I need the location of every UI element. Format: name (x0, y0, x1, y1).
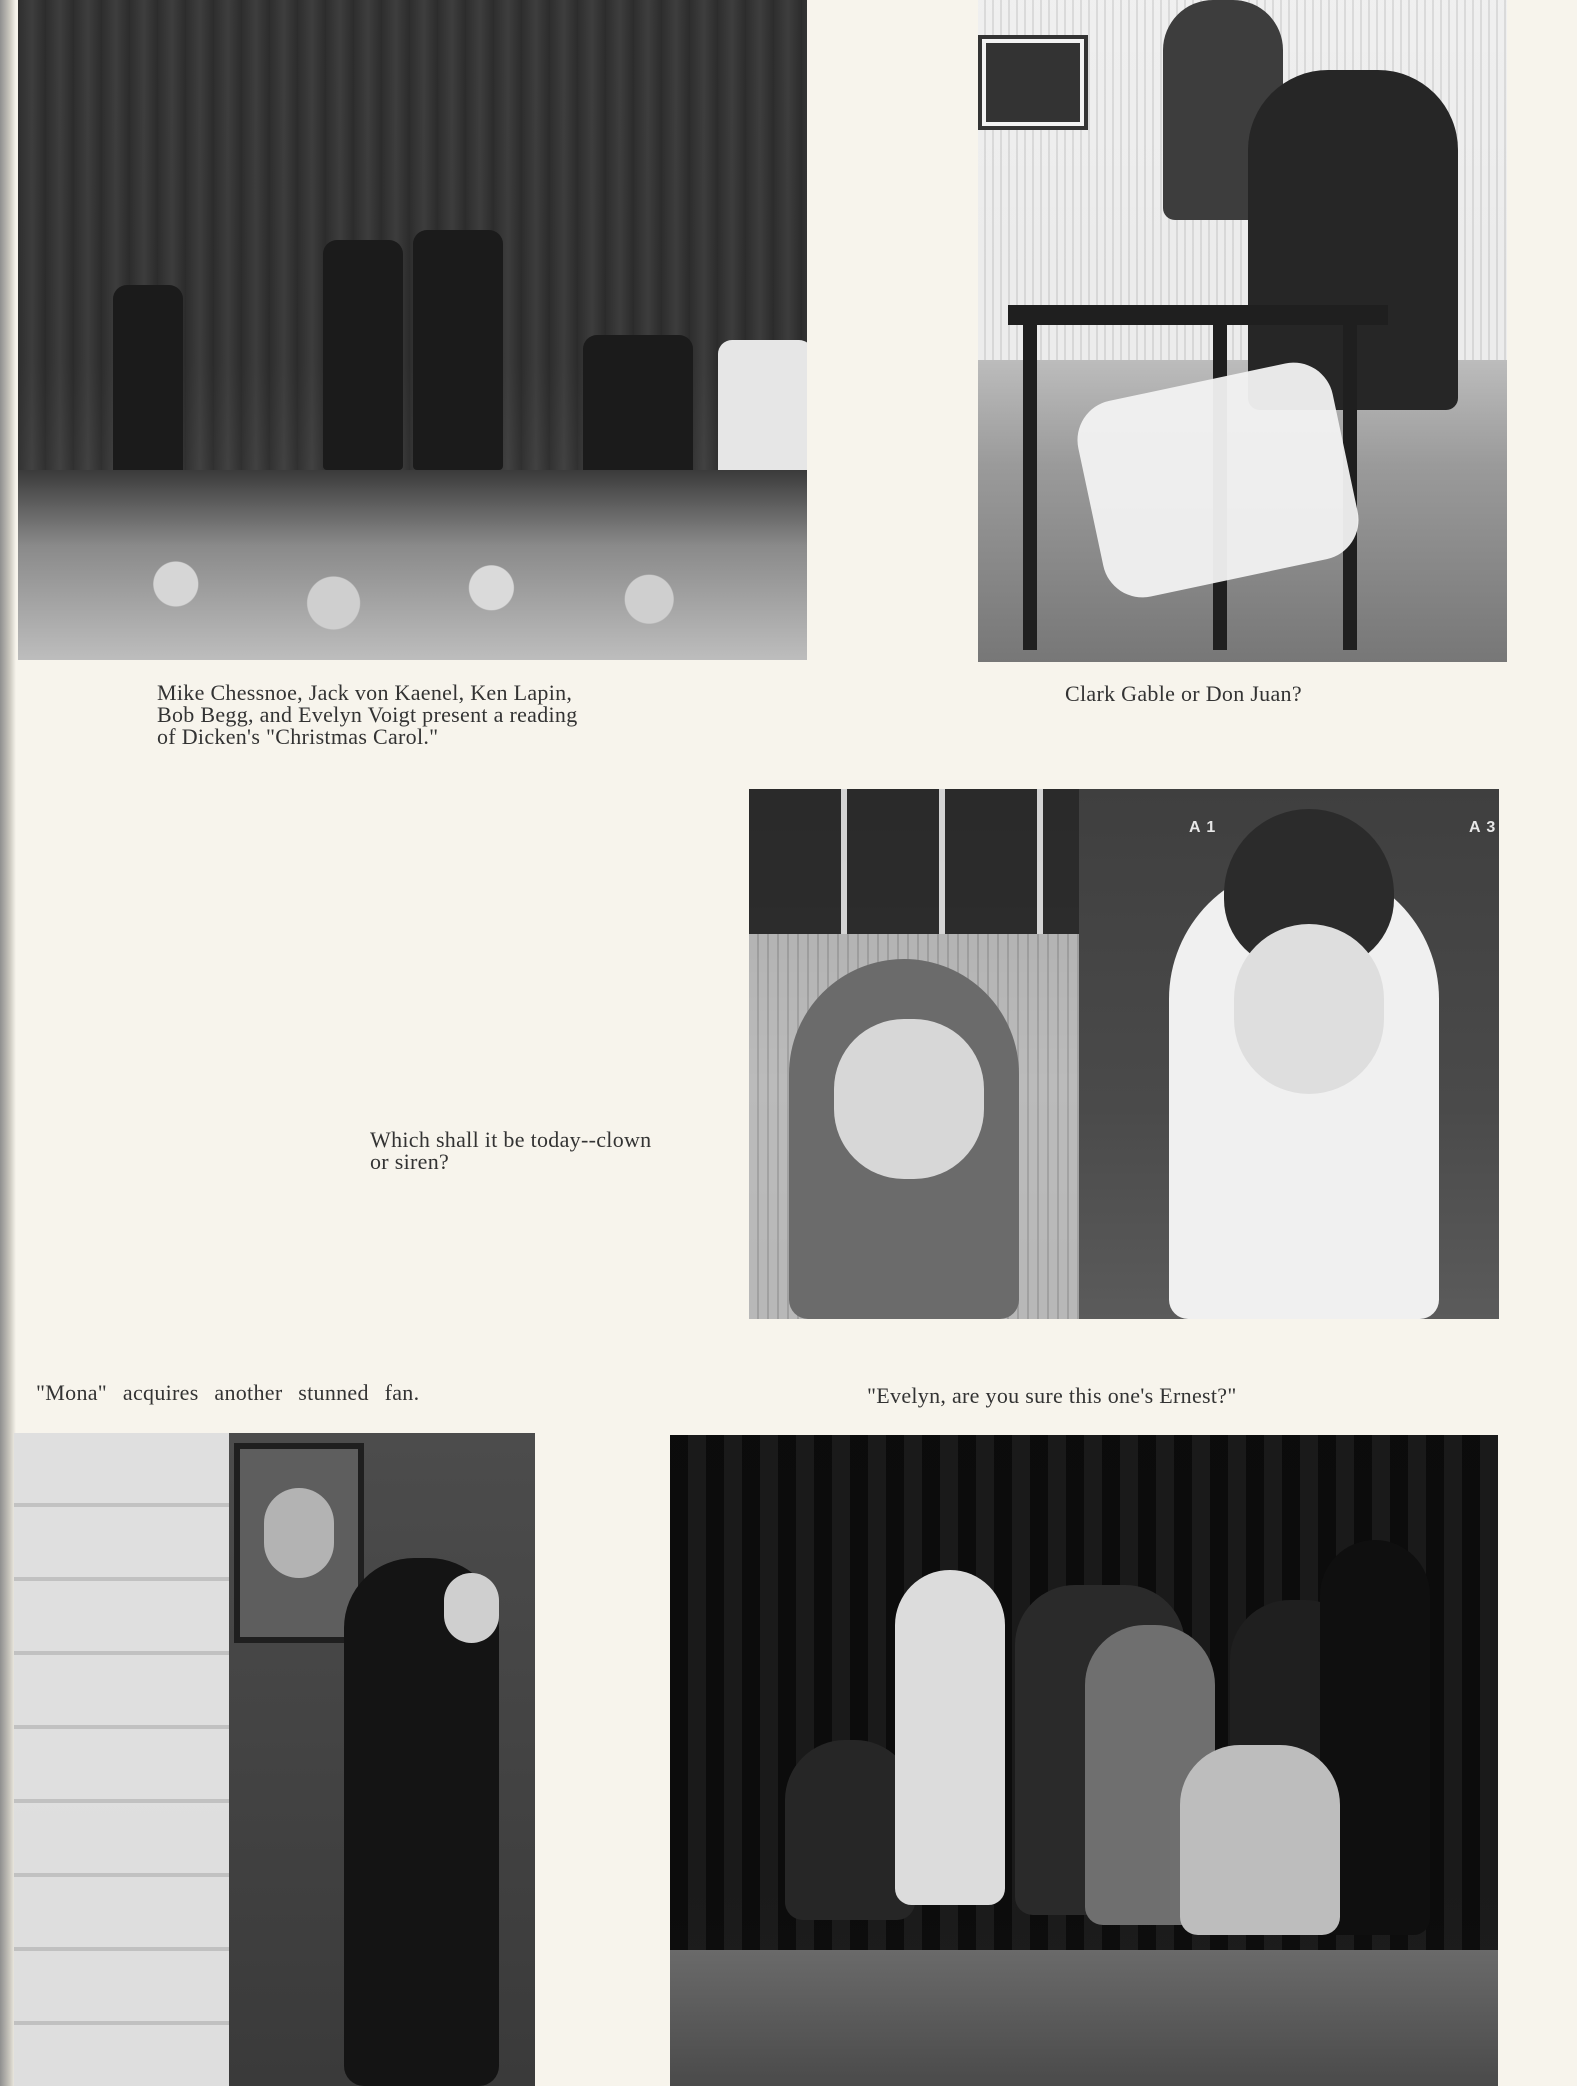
photo-evelyn (670, 1435, 1498, 2086)
caption-clark-gable: Clark Gable or Don Juan? (1065, 681, 1302, 706)
caption-mona: "Mona" acquires another stunned fan. (36, 1380, 420, 1405)
caption-evelyn: "Evelyn, are you sure this one's Ernest?" (867, 1383, 1237, 1408)
window-grid (749, 789, 1079, 934)
reader-figure (323, 240, 403, 470)
man-face (444, 1573, 499, 1643)
reader-figure (718, 340, 807, 475)
caption-clown-siren: Which shall it be today--clown or siren? (370, 1127, 652, 1174)
stage-edge (670, 1950, 1498, 2086)
table-leg (1023, 320, 1037, 650)
wall-label-a3: A 3 (1469, 819, 1497, 836)
window (978, 35, 1088, 130)
audience (18, 470, 807, 660)
reader-figure (583, 335, 693, 475)
seated-person (1180, 1745, 1340, 1935)
photo-stage-reading (18, 0, 807, 660)
reader-figure (113, 285, 183, 475)
caption-stage-reading: Mike Chessnoe, Jack von Kaenel, Ken Lapin, Bob Begg, and Evelyn Voigt present a reading of Dicken's "Christmas Carol." (157, 680, 578, 749)
portrait-face (264, 1488, 334, 1578)
girl-right-face (1234, 924, 1384, 1094)
girl-left-face (834, 1019, 984, 1179)
wall-label-a1: A 1 (1189, 819, 1217, 836)
table-top (1008, 305, 1388, 325)
reader-figure (413, 230, 503, 470)
photo-clown-siren (749, 789, 1499, 1319)
photo-mona (14, 1433, 535, 2086)
standing-person (895, 1570, 1005, 1905)
photo-clark-gable (978, 0, 1507, 662)
paneled-door (14, 1433, 229, 2086)
